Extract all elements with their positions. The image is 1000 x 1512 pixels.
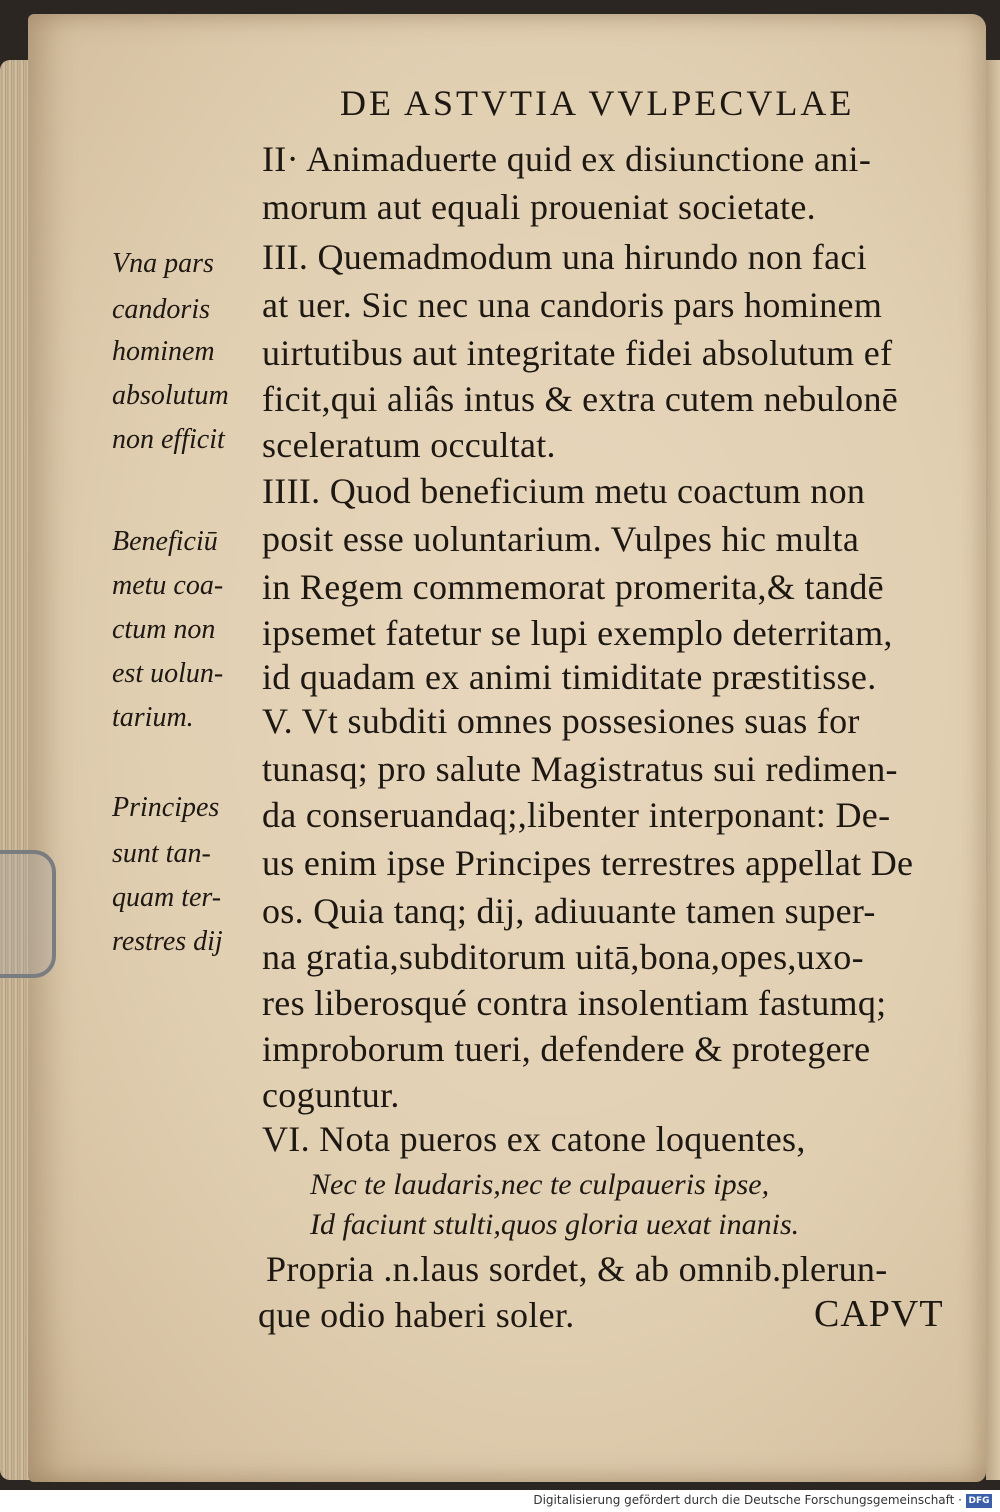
body-line: morum aut equali proueniat societate.	[262, 187, 816, 227]
body-line: us enim ipse Principes terrestres appellat De	[262, 843, 914, 883]
closing-line: Propria .n.laus sordet, & ab omnib.plerun-	[266, 1249, 888, 1289]
body-line: III. Quemadmodum una hirundo non faci	[262, 237, 867, 277]
margin-note: sunt tan-	[112, 838, 211, 869]
margin-note: restres dij	[112, 926, 223, 957]
catchword: CAPVT	[814, 1293, 944, 1335]
body-line: coguntur.	[262, 1075, 400, 1115]
footer-credit: Digitalisierung gefördert durch die Deutsche Forschungsgemeinschaft ·	[533, 1493, 962, 1507]
margin-note: metu coa-	[112, 570, 224, 601]
body-line: os. Quia tanq; dij, adiuuante tamen super-	[262, 891, 876, 931]
margin-note: ctum non	[112, 614, 216, 645]
running-head: DE ASTVTIA VVLPECVLAE	[340, 83, 855, 123]
body-line: sceleratum occultat.	[262, 425, 556, 465]
margin-note: tarium.	[112, 702, 194, 733]
margin-note: quam ter-	[112, 882, 222, 913]
body-line: in Regem commemorat promerita,& tandē	[262, 567, 884, 607]
body-line: res liberosqué contra insolentiam fastumq;	[262, 983, 887, 1023]
body-line: ficit,qui aliâs intus & extra cutem nebulonē	[262, 379, 899, 419]
body-line: V. Vt subditi omnes possesiones suas for	[262, 701, 860, 741]
verse-line: Id faciunt stulti,quos gloria uexat inanis.	[310, 1208, 800, 1241]
dfg-logo: DFG	[966, 1494, 992, 1508]
body-line: posit esse uoluntarium. Vulpes hic multa	[262, 519, 860, 559]
body-line: at uer. Sic nec una candoris pars hominem	[262, 285, 883, 325]
margin-note: candoris	[112, 294, 210, 325]
body-line: uirtutibus aut integritate fidei absolutum ef	[262, 333, 893, 373]
margin-note: est uolun-	[112, 658, 224, 689]
body-line: id quadam ex animi timiditate præstitisse.	[262, 657, 877, 697]
book-clasp	[0, 850, 56, 978]
verse-line: Nec te laudaris,nec te culpaueris ipse,	[310, 1168, 770, 1201]
margin-note: absolutum	[112, 380, 229, 411]
margin-note: non efficit	[112, 424, 225, 455]
margin-note: Principes	[112, 792, 220, 823]
adjacent-page-edge	[986, 60, 1000, 1480]
margin-note: hominem	[112, 336, 215, 367]
body-line: II· Animaduerte quid ex disiunctione ani-	[262, 139, 872, 179]
body-line: na gratia,subditorum uitā,bona,opes,uxo-	[262, 937, 864, 977]
body-line: IIII. Quod beneficium metu coactum non	[262, 471, 866, 511]
body-line: VI. Nota pueros ex catone loquentes,	[262, 1119, 806, 1159]
margin-note: Beneficiū	[112, 526, 218, 557]
margin-note: Vna pars	[112, 248, 214, 279]
body-line: ipsemet fatetur se lupi exemplo deterritam,	[262, 613, 893, 653]
closing-line: que odio haberi soler.	[258, 1295, 575, 1335]
body-line: tunasq; pro salute Magistratus sui redimen-	[262, 749, 898, 789]
body-line: improborum tueri, defendere & protegere	[262, 1029, 871, 1069]
body-line: da conseruandaq;,libenter interponant: De-	[262, 795, 891, 835]
